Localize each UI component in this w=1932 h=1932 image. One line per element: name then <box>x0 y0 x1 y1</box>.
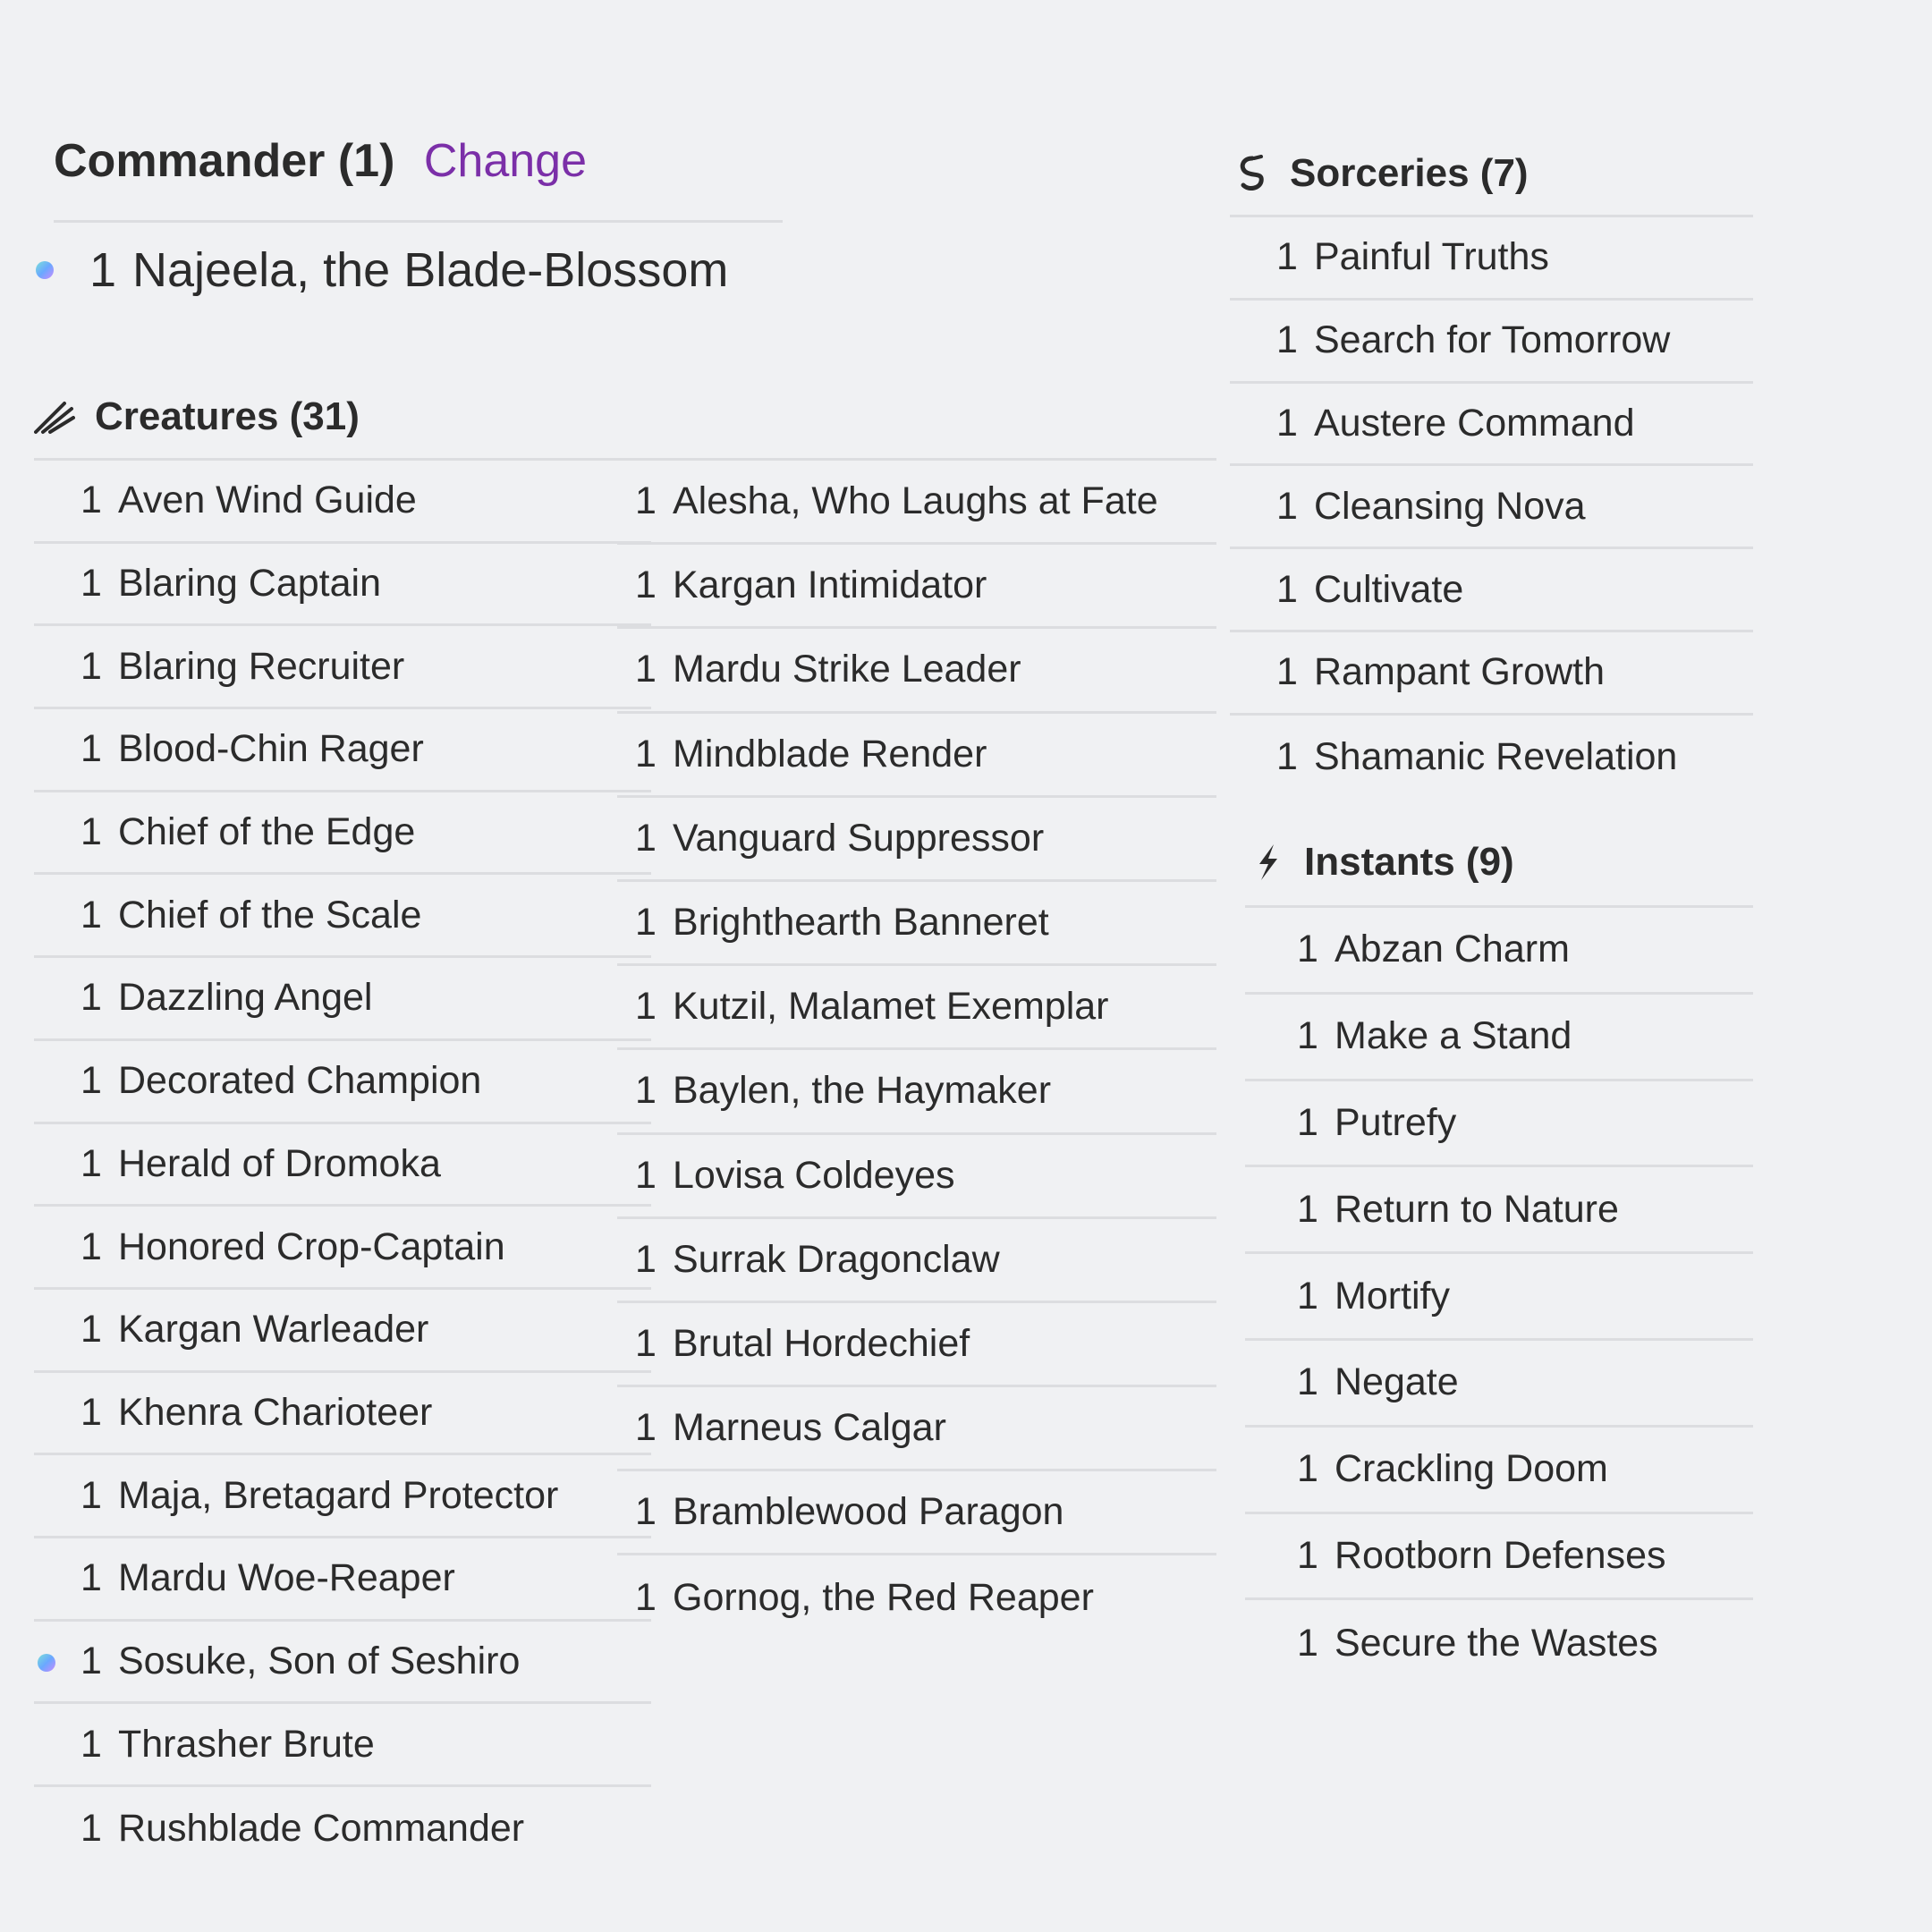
card-qty: 1 <box>80 1473 102 1517</box>
card-row[interactable] <box>617 1219 1216 1303</box>
change-commander-link[interactable]: Change <box>423 135 588 187</box>
card-row[interactable] <box>34 1538 651 1622</box>
card-row[interactable] <box>34 1124 651 1208</box>
card-name: Alesha, Who Laughs at Fate <box>673 479 1158 523</box>
card-name: Thrasher Brute <box>118 1722 375 1766</box>
sorceries-list <box>1230 217 1753 799</box>
card-qty: 1 <box>1297 1622 1318 1665</box>
multicolor-indicator-icon <box>36 261 54 279</box>
card-qty: 1 <box>80 1059 102 1103</box>
card-name: Dazzling Angel <box>118 976 373 1020</box>
card-row[interactable] <box>617 882 1216 966</box>
card-row[interactable] <box>34 1373 651 1456</box>
card-row[interactable] <box>34 626 651 709</box>
card-qty: 1 <box>1276 734 1298 778</box>
card-name: Chief of the Edge <box>118 810 416 854</box>
card-qty: 1 <box>1297 1274 1318 1318</box>
card-name: Kargan Warleader <box>118 1308 429 1352</box>
card-row[interactable] <box>1230 384 1753 467</box>
card-name: Mortify <box>1335 1274 1450 1318</box>
card-qty: 1 <box>1297 1360 1318 1404</box>
card-qty: 1 <box>80 1390 102 1434</box>
card-qty: 1 <box>80 1141 102 1185</box>
card-row[interactable] <box>34 709 651 792</box>
card-qty: 1 <box>80 644 102 688</box>
card-row[interactable] <box>34 1704 651 1787</box>
card-row[interactable] <box>617 1050 1216 1134</box>
card-name: Make a Stand <box>1335 1014 1572 1058</box>
lightning-icon <box>1250 843 1284 882</box>
card-qty: 1 <box>635 1153 657 1197</box>
card-name: Search for Tomorrow <box>1314 318 1671 362</box>
card-row[interactable] <box>617 1135 1216 1219</box>
card-row[interactable] <box>34 958 651 1041</box>
card-row[interactable] <box>1245 1167 1753 1254</box>
card-name: Lovisa Coldeyes <box>673 1153 955 1197</box>
card-name: Putrefy <box>1335 1100 1457 1144</box>
card-qty: 1 <box>80 810 102 854</box>
card-qty: 1 <box>635 1237 657 1281</box>
card-qty: 1 <box>635 564 657 607</box>
card-name: Decorated Champion <box>118 1059 482 1103</box>
card-name: Painful Truths <box>1314 235 1549 279</box>
card-row[interactable] <box>617 1471 1216 1555</box>
card-qty: 1 <box>89 243 117 297</box>
card-name: Gornog, the Red Reaper <box>673 1576 1094 1620</box>
card-name: Sosuke, Son of Seshiro <box>118 1639 521 1682</box>
creatures-column-2 <box>617 461 1216 1640</box>
card-row[interactable] <box>617 629 1216 713</box>
instants-title: Instants (9) <box>1304 840 1514 884</box>
card-name: Surrak Dragonclaw <box>673 1237 1000 1281</box>
card-qty: 1 <box>635 985 657 1029</box>
card-qty: 1 <box>1276 567 1298 611</box>
card-row[interactable] <box>1245 1254 1753 1341</box>
card-qty: 1 <box>635 816 657 860</box>
card-row[interactable] <box>34 1207 651 1290</box>
card-name: Rootborn Defenses <box>1335 1533 1666 1577</box>
card-row[interactable] <box>34 875 651 958</box>
card-qty: 1 <box>80 479 102 522</box>
card-row[interactable] <box>1245 1341 1753 1428</box>
card-qty: 1 <box>80 1722 102 1766</box>
instants-header <box>1250 839 1514 886</box>
card-row[interactable] <box>617 966 1216 1050</box>
card-name: Chief of the Scale <box>118 893 422 936</box>
creatures-header <box>34 394 360 440</box>
card-name: Honored Crop-Captain <box>118 1224 505 1268</box>
card-row[interactable] <box>34 1455 651 1538</box>
card-row[interactable] <box>1245 1600 1753 1687</box>
card-qty: 1 <box>635 1576 657 1620</box>
card-qty: 1 <box>1276 650 1298 694</box>
card-name: Kargan Intimidator <box>673 564 987 607</box>
card-name: Khenra Charioteer <box>118 1390 433 1434</box>
card-name: Kutzil, Malamet Exemplar <box>673 985 1109 1029</box>
card-qty: 1 <box>1297 1447 1318 1491</box>
card-name: Herald of Dromoka <box>118 1141 441 1185</box>
card-name: Blood-Chin Rager <box>118 727 424 771</box>
card-qty: 1 <box>635 479 657 523</box>
multicolor-indicator-icon <box>38 1654 55 1672</box>
card-row[interactable] <box>1245 995 1753 1081</box>
card-qty: 1 <box>1297 1533 1318 1577</box>
card-name: Austere Command <box>1314 401 1635 445</box>
commander-title: Commander (1) <box>54 135 395 187</box>
card-qty: 1 <box>635 732 657 775</box>
card-row[interactable] <box>34 1787 651 1870</box>
card-name: Shamanic Revelation <box>1314 734 1678 778</box>
card-qty: 1 <box>80 976 102 1020</box>
card-qty: 1 <box>1276 401 1298 445</box>
card-qty: 1 <box>1297 1100 1318 1144</box>
card-qty: 1 <box>80 727 102 771</box>
card-name: Maja, Bretagard Protector <box>118 1473 559 1517</box>
card-name: Baylen, the Haymaker <box>673 1069 1052 1113</box>
card-name: Negate <box>1335 1360 1459 1404</box>
card-qty: 1 <box>80 1556 102 1600</box>
card-row[interactable] <box>617 798 1216 882</box>
card-name: Return to Nature <box>1335 1187 1619 1231</box>
card-name: Brutal Hordechief <box>673 1321 970 1365</box>
card-qty: 1 <box>80 1639 102 1682</box>
card-row[interactable] <box>617 714 1216 798</box>
card-name: Cleansing Nova <box>1314 484 1586 528</box>
card-row[interactable] <box>1245 908 1753 995</box>
card-row[interactable] <box>34 1041 651 1124</box>
card-qty: 1 <box>635 901 657 945</box>
card-row[interactable] <box>617 1555 1216 1640</box>
card-row[interactable] <box>617 461 1216 545</box>
card-name: Marneus Calgar <box>673 1406 946 1450</box>
card-row[interactable] <box>34 1290 651 1373</box>
card-qty: 1 <box>80 562 102 606</box>
card-qty: 1 <box>635 1069 657 1113</box>
claw-icon <box>34 398 75 436</box>
card-name: Najeela, the Blade-Blossom <box>132 243 729 297</box>
card-qty: 1 <box>635 1406 657 1450</box>
sorceries-header <box>1234 150 1529 197</box>
card-name: Rampant Growth <box>1314 650 1606 694</box>
card-row[interactable] <box>1245 1081 1753 1168</box>
card-name: Bramblewood Paragon <box>673 1490 1064 1534</box>
card-row[interactable] <box>1230 217 1753 301</box>
card-name: Mardu Woe-Reaper <box>118 1556 455 1600</box>
card-qty: 1 <box>1297 1014 1318 1058</box>
card-qty: 1 <box>1276 484 1298 528</box>
card-name: Crackling Doom <box>1335 1447 1608 1491</box>
card-row[interactable] <box>34 461 651 544</box>
card-name: Secure the Wastes <box>1335 1622 1658 1665</box>
instants-list <box>1245 908 1753 1687</box>
card-qty: 1 <box>80 1806 102 1850</box>
card-qty: 1 <box>635 1490 657 1534</box>
card-row[interactable] <box>1230 716 1753 799</box>
card-name: Aven Wind Guide <box>118 479 417 522</box>
card-row[interactable] <box>617 545 1216 629</box>
card-name: Mardu Strike Leader <box>673 648 1021 691</box>
swirl-icon <box>1234 155 1270 192</box>
card-row[interactable] <box>1230 632 1753 716</box>
card-qty: 1 <box>635 1321 657 1365</box>
card-row[interactable] <box>34 1622 651 1705</box>
creatures-column-1 <box>34 461 651 1870</box>
card-name: Mindblade Render <box>673 732 987 775</box>
card-name: Vanguard Suppressor <box>673 816 1045 860</box>
sorceries-title: Sorceries (7) <box>1290 151 1529 195</box>
card-qty: 1 <box>1276 318 1298 362</box>
card-row[interactable] <box>1245 1514 1753 1601</box>
card-name: Brighthearth Banneret <box>673 901 1049 945</box>
card-row[interactable] <box>1245 1428 1753 1514</box>
commander-header <box>54 134 783 223</box>
card-row[interactable] <box>1230 466 1753 549</box>
card-row[interactable] <box>1230 301 1753 384</box>
card-row[interactable] <box>1230 549 1753 632</box>
card-row[interactable] <box>617 1387 1216 1471</box>
card-qty: 1 <box>1297 928 1318 971</box>
creatures-title: Creatures (31) <box>95 394 360 438</box>
card-name: Rushblade Commander <box>118 1806 525 1850</box>
card-qty: 1 <box>80 1308 102 1352</box>
card-row[interactable] <box>617 1303 1216 1387</box>
card-row[interactable] <box>34 544 651 627</box>
card-qty: 1 <box>80 1224 102 1268</box>
card-qty: 1 <box>1297 1187 1318 1231</box>
card-name: Abzan Charm <box>1335 928 1570 971</box>
card-name: Cultivate <box>1314 567 1464 611</box>
card-qty: 1 <box>80 893 102 936</box>
commander-card[interactable] <box>36 234 728 306</box>
card-qty: 1 <box>635 648 657 691</box>
card-name: Blaring Captain <box>118 562 382 606</box>
card-row[interactable] <box>34 792 651 876</box>
card-qty: 1 <box>1276 235 1298 279</box>
card-name: Blaring Recruiter <box>118 644 405 688</box>
